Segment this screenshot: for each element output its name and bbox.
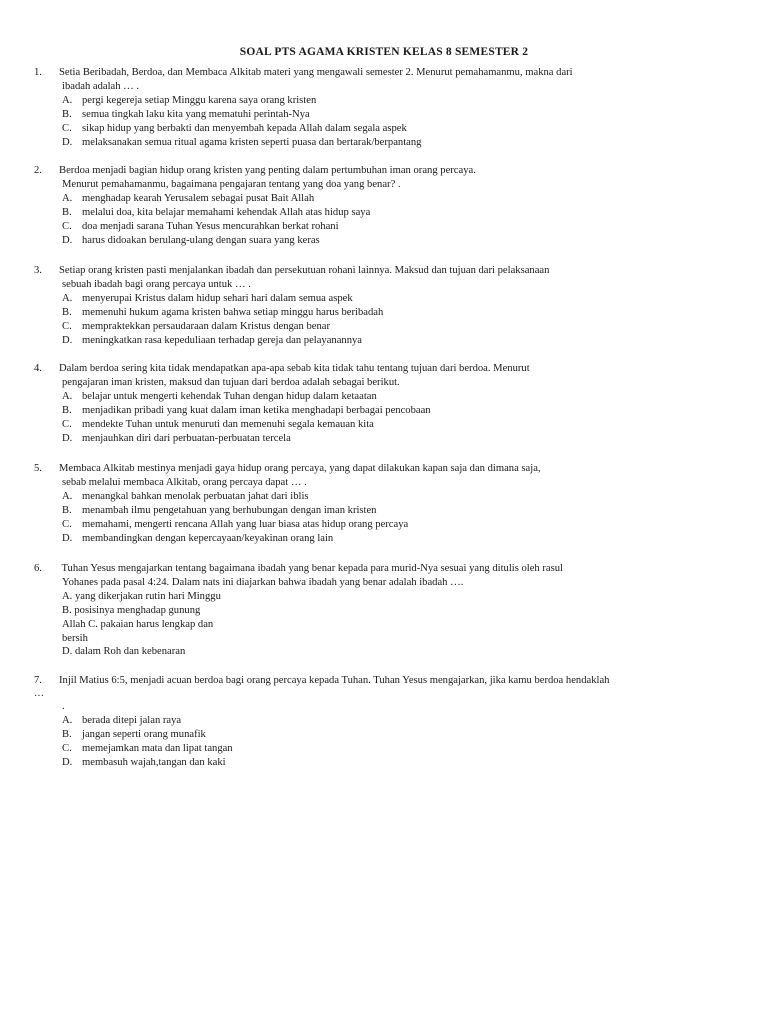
option-a — [62, 390, 744, 404]
option-letter: D. — [62, 432, 73, 444]
option-letter: D. — [62, 756, 73, 768]
option-letter: D. — [62, 334, 73, 346]
option-letter: A. — [62, 292, 73, 304]
option-d — [62, 234, 744, 248]
question-stem-line: sebab melalui membaca Alkitab, orang percaya dapat … . — [62, 476, 307, 488]
question-4 — [34, 362, 744, 445]
question-number: 5. — [34, 463, 42, 474]
question-stem-line: pengajaran iman kristen, maksud dan tujuan dari berdoa adalah sebagai berikut. — [62, 376, 400, 388]
option-d — [62, 136, 744, 150]
question-stem-line: Membaca Alkitab mestinya menjadi gaya hidup orang percaya, yang dapat dilakukan kapan saja dan dimana saja, — [59, 463, 541, 474]
option-text: memahami, mengerti rencana Allah yang luar biasa atas hidup orang percaya — [82, 518, 409, 530]
question-ellipsis: … — [34, 687, 44, 699]
option-letter: B. — [62, 728, 72, 740]
question-stem-line: sebuah ibadah bagi orang percaya untuk … . — [62, 278, 251, 290]
option-text: doa menjadi sarana Tuhan Yesus mencurahkan berkat rohani — [82, 220, 339, 232]
option-letter: A. — [62, 490, 73, 502]
question-stem-line: Yohanes pada pasal 4:24. Dalam nats ini diajarkan bahwa ibadah yang benar adalah ibadah …. — [62, 576, 464, 588]
option-text: menambah ilmu pengetahuan yang berhubungan dengan iman kristen — [82, 504, 377, 516]
option-text: menangkal bahkan menolak perbuatan jahat dari iblis — [82, 490, 309, 502]
option-letter: B. — [62, 108, 72, 120]
question-5 — [34, 462, 744, 545]
question-stem-line: Berdoa menjadi bagian hidup orang kristen yang penting dalam pertumbuhan iman orang percaya. — [59, 165, 476, 176]
option-c — [62, 418, 744, 432]
question-number: 4. — [34, 363, 42, 374]
option-letter: D. — [62, 136, 73, 148]
option-letter: C. — [62, 742, 72, 754]
option-c — [62, 518, 744, 532]
option-text: membasuh wajah,tangan dan kaki — [82, 756, 226, 768]
option-a: A. yang dikerjakan rutin hari Minggu — [62, 590, 221, 602]
question-stem-line: Setiap orang kristen pasti menjalankan ibadah dan persekutuan rohani lainnya. Maksud dan tujuan dari pelaksanaan — [59, 265, 550, 276]
option-d — [62, 756, 744, 770]
option-letter: B. — [62, 504, 72, 516]
option-d — [62, 532, 744, 546]
option-letter: B. — [62, 404, 72, 416]
option-letter: C. — [62, 418, 72, 430]
question-stem-line: Dalam berdoa sering kita tidak mendapatkan apa-apa sebab kita tidak tahu tentang tujuan dari berdoa. Menurut — [59, 363, 530, 374]
question-stem-line: Menurut pemahamanmu, bagaimana pengajaran tentang yang doa yang benar? . — [62, 178, 401, 190]
page-title: SOAL PTS AGAMA KRISTEN KELAS 8 SEMESTER 2 — [239, 46, 529, 58]
option-c — [62, 742, 744, 756]
option-d — [62, 334, 744, 348]
option-letter: A. — [62, 390, 73, 402]
option-letter: C. — [62, 320, 72, 332]
question-3 — [34, 264, 744, 347]
question-number: 7. — [34, 675, 42, 686]
option-d: D. dalam Roh dan kebenaran — [62, 646, 186, 658]
option-letter: B. — [62, 306, 72, 318]
option-b — [62, 206, 744, 220]
option-letter: C. — [62, 220, 72, 232]
option-a — [62, 714, 744, 728]
option-c — [62, 320, 744, 334]
option-text: pergi kegereja setiap Minggu karena saya orang kristen — [82, 94, 317, 106]
option-letter: A. — [62, 714, 73, 726]
option-text: melalui doa, kita belajar memahami kehendak Allah atas hidup saya — [82, 206, 371, 218]
question-2 — [34, 164, 744, 247]
option-letter: D. — [62, 234, 73, 246]
option-d — [62, 432, 744, 446]
option-a — [62, 192, 744, 206]
option-c — [62, 122, 744, 136]
option-b — [62, 404, 744, 418]
question-6 — [34, 562, 744, 659]
option-text: menyerupai Kristus dalam hidup sehari hari dalam semua aspek — [82, 292, 353, 304]
option-a — [62, 94, 744, 108]
option-c — [62, 220, 744, 234]
option-text: mempraktekkan persaudaraan dalam Kristus dengan benar — [82, 320, 330, 332]
option-b — [62, 306, 744, 320]
option-text: menjauhkan diri dari perbuatan-perbuatan tercela — [82, 432, 291, 444]
question-period: . — [62, 700, 65, 712]
option-text: memenuhi hukum agama kristen bahwa setiap minggu harus beribadah — [82, 306, 384, 318]
option-letter: C. — [62, 518, 72, 530]
question-number: 1. — [34, 67, 42, 78]
option-b: B. posisinya menghadap gunung — [62, 604, 201, 616]
option-letter: A. — [62, 192, 73, 204]
option-letter: A. — [62, 94, 73, 106]
option-text: sikap hidup yang berbakti dan menyembah kepada Allah dalam segala aspek — [82, 122, 407, 134]
option-text: menjadikan pribadi yang kuat dalam iman ketika menghadapi berbagai pencobaan — [82, 404, 431, 416]
option-a — [62, 292, 744, 306]
question-stem-line: Injil Matius 6:5, menjadi acuan berdoa bagi orang percaya kepada Tuhan. Tuhan Yesus mengajarkan, jika kamu berdoa hendaklah — [59, 675, 610, 686]
option-letter: B. — [62, 206, 72, 218]
option-c: Allah C. pakaian harus lengkap dan — [62, 618, 214, 630]
option-text: menghadap kearah Yerusalem sebagai pusat Bait Allah — [82, 192, 315, 204]
question-1 — [34, 66, 744, 149]
question-7 — [34, 674, 744, 770]
option-c-continued: bersih — [62, 632, 88, 644]
option-text: membandingkan dengan kepercayaan/keyakinan orang lain — [82, 532, 334, 544]
option-b — [62, 728, 744, 742]
option-text: jangan seperti orang munafik — [82, 728, 206, 740]
option-text: belajar untuk mengerti kehendak Tuhan dengan hidup dalam ketaatan — [82, 390, 377, 402]
option-text: mendekte Tuhan untuk menuruti dan memenuhi segala kemauan kita — [82, 418, 374, 430]
option-text: berada ditepi jalan raya — [82, 714, 182, 726]
question-number: 6. — [34, 563, 42, 574]
option-text: memejamkan mata dan lipat tangan — [82, 742, 233, 754]
question-stem-line: Tuhan Yesus mengajarkan tentang bagaimana ibadah yang benar kepada para murid-Nya sesuai yang ditulis oleh rasul — [59, 563, 563, 574]
question-stem-line: Setia Beribadah, Berdoa, dan Membaca Alkitab materi yang mengawali semester 2. Menurut pemahamanmu, makna dari — [59, 67, 573, 78]
option-a — [62, 490, 744, 504]
question-stem-line: ibadah adalah … . — [62, 80, 140, 92]
option-text: semua tingkah laku kita yang mematuhi perintah-Nya — [82, 108, 310, 120]
option-text: harus didoakan berulang-ulang dengan suara yang keras — [82, 234, 320, 246]
option-letter: C. — [62, 122, 72, 134]
option-text: melaksanakan semua ritual agama kristen seperti puasa dan bertarak/berpantang — [82, 136, 422, 148]
question-number: 3. — [34, 265, 42, 276]
question-number: 2. — [34, 165, 42, 176]
option-b — [62, 108, 744, 122]
option-text: meningkatkan rasa kepeduliaan terhadap gereja dan pelayanannya — [82, 334, 363, 346]
option-letter: D. — [62, 532, 73, 544]
option-b — [62, 504, 744, 518]
